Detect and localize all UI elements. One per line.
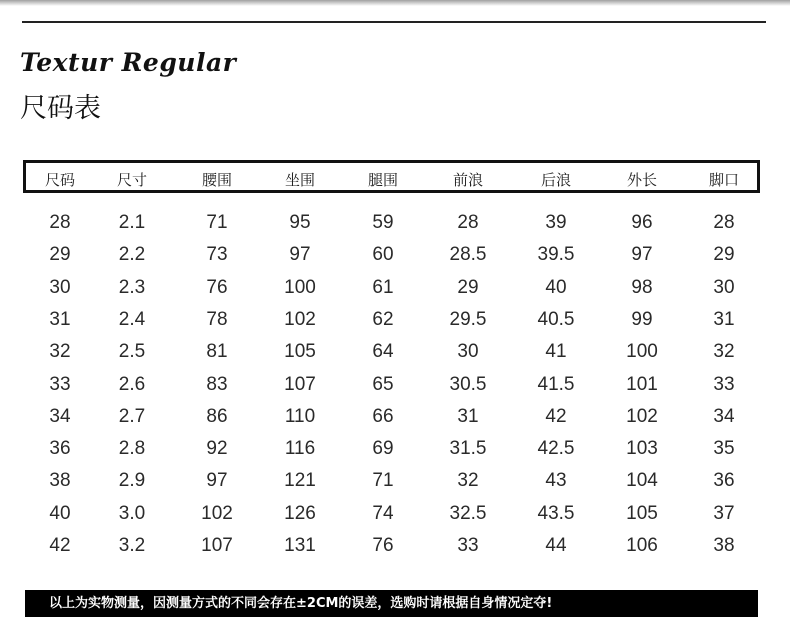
cell-dimension: 2.5 bbox=[118, 341, 146, 363]
cell-front-rise: 30.5 bbox=[449, 373, 487, 395]
header-outseam: 外长 bbox=[626, 171, 658, 189]
cell-back-rise: 41 bbox=[545, 341, 567, 363]
cell-size: 40 bbox=[49, 502, 71, 524]
cell-leg-opening: 34 bbox=[713, 405, 735, 427]
cell-back-rise: 40.5 bbox=[537, 308, 575, 330]
cell-thigh: 59 bbox=[372, 212, 394, 233]
cell-dimension: 2.9 bbox=[118, 470, 146, 492]
cell-size: 30 bbox=[49, 276, 71, 298]
cell-hip: 105 bbox=[284, 341, 316, 363]
cell-dimension: 2.2 bbox=[118, 244, 146, 266]
cell-size: 42 bbox=[49, 535, 71, 556]
header-hip: 坐围 bbox=[284, 171, 316, 189]
cell-waist: 102 bbox=[201, 502, 233, 524]
cell-size: 29 bbox=[49, 244, 71, 266]
cell-front-rise: 30 bbox=[457, 341, 479, 363]
cell-dimension: 2.3 bbox=[118, 276, 146, 298]
cell-outseam: 97 bbox=[631, 244, 653, 266]
cell-front-rise: 31 bbox=[457, 405, 479, 427]
header-waist: 腰围 bbox=[201, 171, 233, 189]
cell-waist: 73 bbox=[206, 244, 228, 266]
page-title: 尺码表 bbox=[20, 93, 101, 124]
cell-hip: 102 bbox=[284, 308, 316, 330]
cell-hip: 110 bbox=[284, 405, 316, 427]
cell-outseam: 98 bbox=[631, 276, 653, 298]
cell-back-rise: 40 bbox=[545, 276, 567, 298]
cell-waist: 83 bbox=[206, 373, 228, 395]
cell-back-rise: 43 bbox=[545, 470, 567, 492]
header-dimension: 尺寸 bbox=[116, 171, 148, 189]
cell-leg-opening: 36 bbox=[713, 470, 735, 492]
cell-thigh: 76 bbox=[372, 535, 394, 556]
cell-thigh: 74 bbox=[372, 502, 394, 524]
cell-waist: 97 bbox=[206, 470, 228, 492]
cell-hip: 121 bbox=[284, 470, 316, 492]
cell-front-rise: 29.5 bbox=[449, 308, 487, 330]
cell-dimension: 2.7 bbox=[118, 405, 146, 427]
cell-hip: 107 bbox=[284, 373, 316, 395]
cell-thigh: 64 bbox=[372, 341, 394, 363]
cell-leg-opening: 30 bbox=[713, 276, 735, 298]
cell-outseam: 99 bbox=[631, 308, 653, 330]
cell-thigh: 66 bbox=[372, 405, 394, 427]
cell-hip: 95 bbox=[289, 212, 311, 233]
header-thigh: 腿围 bbox=[367, 171, 399, 189]
cell-front-rise: 28 bbox=[457, 212, 479, 233]
cell-size: 31 bbox=[49, 308, 71, 330]
cell-back-rise: 42.5 bbox=[537, 438, 575, 460]
cell-leg-opening: 28 bbox=[713, 212, 735, 233]
cell-outseam: 103 bbox=[626, 438, 658, 460]
cell-leg-opening: 32 bbox=[713, 341, 735, 363]
cell-front-rise: 28.5 bbox=[449, 244, 487, 266]
cell-size: 36 bbox=[49, 438, 71, 460]
cell-leg-opening: 38 bbox=[713, 535, 735, 556]
cell-thigh: 69 bbox=[372, 438, 394, 460]
cell-waist: 71 bbox=[206, 212, 228, 233]
cell-back-rise: 39.5 bbox=[537, 244, 575, 266]
cell-size: 38 bbox=[49, 470, 71, 492]
cell-outseam: 106 bbox=[626, 535, 658, 556]
header-front-rise: 前浪 bbox=[452, 171, 484, 189]
cell-thigh: 65 bbox=[372, 373, 394, 395]
cell-waist: 86 bbox=[206, 405, 228, 427]
cell-front-rise: 33 bbox=[457, 535, 479, 556]
header-size: 尺码 bbox=[44, 171, 76, 189]
cell-dimension: 3.2 bbox=[118, 535, 146, 556]
footer-note: 以上为实物测量，因测量方式的不同会存在±2CM的误差，选购时请根据自身情况定夺! bbox=[25, 590, 758, 617]
cell-outseam: 102 bbox=[626, 405, 658, 427]
cell-outseam: 104 bbox=[626, 470, 658, 492]
cell-front-rise: 31.5 bbox=[449, 438, 487, 460]
cell-waist: 81 bbox=[206, 341, 228, 363]
cell-waist: 92 bbox=[206, 438, 228, 460]
cell-front-rise: 32.5 bbox=[449, 502, 487, 524]
cell-thigh: 62 bbox=[372, 308, 394, 330]
cell-back-rise: 43.5 bbox=[537, 502, 575, 524]
cell-waist: 78 bbox=[206, 308, 228, 330]
cell-back-rise: 39 bbox=[545, 212, 567, 233]
cell-hip: 97 bbox=[289, 244, 311, 266]
top-divider bbox=[22, 21, 766, 23]
cell-hip: 131 bbox=[284, 535, 316, 556]
cell-thigh: 61 bbox=[372, 276, 394, 298]
cell-waist: 107 bbox=[201, 535, 233, 556]
cell-front-rise: 32 bbox=[457, 470, 479, 492]
cell-outseam: 96 bbox=[631, 212, 653, 233]
header-leg-opening: 脚口 bbox=[708, 171, 740, 189]
cell-leg-opening: 33 bbox=[713, 373, 735, 395]
cell-leg-opening: 31 bbox=[713, 308, 735, 330]
cell-leg-opening: 35 bbox=[713, 438, 735, 460]
cell-dimension: 3.0 bbox=[118, 502, 146, 524]
cell-size: 34 bbox=[49, 405, 71, 427]
cell-dimension: 2.6 bbox=[118, 373, 146, 395]
cell-outseam: 100 bbox=[626, 341, 658, 363]
cell-front-rise: 29 bbox=[457, 276, 479, 298]
cell-size: 28 bbox=[49, 212, 71, 233]
cell-waist: 76 bbox=[206, 276, 228, 298]
cell-size: 33 bbox=[49, 373, 71, 395]
cell-outseam: 101 bbox=[626, 373, 658, 395]
cell-back-rise: 44 bbox=[545, 535, 567, 556]
cell-hip: 100 bbox=[284, 276, 316, 298]
cell-dimension: 2.4 bbox=[118, 308, 146, 330]
cell-back-rise: 42 bbox=[545, 405, 567, 427]
cell-thigh: 60 bbox=[372, 244, 394, 266]
cell-dimension: 2.1 bbox=[118, 212, 146, 233]
cell-back-rise: 41.5 bbox=[537, 373, 575, 395]
brand-name: Textur Regular bbox=[20, 48, 237, 77]
header-back-rise: 后浪 bbox=[540, 171, 572, 189]
cell-thigh: 71 bbox=[372, 470, 394, 492]
cell-outseam: 105 bbox=[626, 502, 658, 524]
top-shade bbox=[0, 0, 790, 6]
cell-leg-opening: 37 bbox=[713, 502, 735, 524]
cell-hip: 126 bbox=[284, 502, 316, 524]
cell-dimension: 2.8 bbox=[118, 438, 146, 460]
cell-leg-opening: 29 bbox=[713, 244, 735, 266]
cell-size: 32 bbox=[49, 341, 71, 363]
cell-hip: 116 bbox=[284, 438, 316, 460]
